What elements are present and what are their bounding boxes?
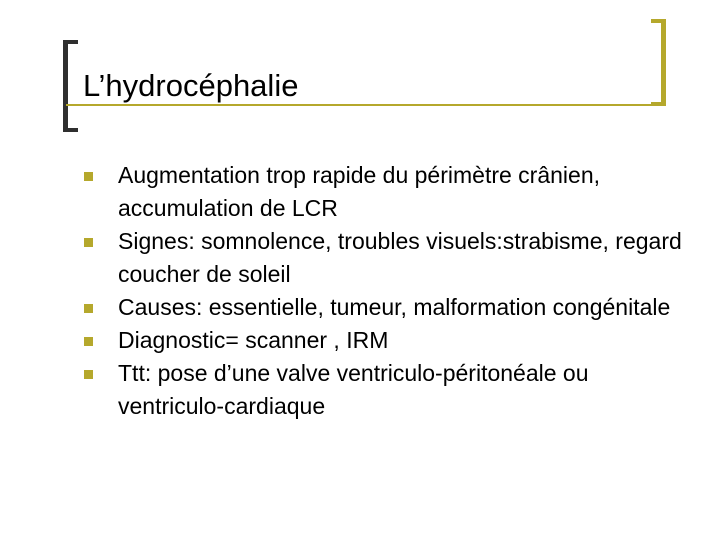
bullet-text: Ttt: pose d’une valve ventriculo-péritonéale ou ventriculo-cardiaque [118, 360, 589, 419]
left-bracket-bottom-tick [63, 128, 78, 132]
bullet-list [84, 159, 684, 423]
square-bullet-icon [84, 337, 93, 346]
bullet-text: Diagnostic= scanner , IRM [118, 327, 389, 353]
bullet-item [84, 291, 684, 324]
title-underline [66, 104, 666, 106]
slide-title: L’hydrocéphalie [83, 68, 299, 103]
bullet-text: Signes: somnolence, troubles visuels:strabisme, regard coucher de soleil [118, 228, 682, 287]
right-bracket-top-tick [651, 19, 666, 23]
bullet-item [84, 159, 684, 225]
bullet-item [84, 357, 684, 423]
square-bullet-icon [84, 172, 93, 181]
square-bullet-icon [84, 304, 93, 313]
left-bracket-top-tick [63, 40, 78, 44]
right-bracket-decoration [661, 19, 666, 106]
bullet-item [84, 324, 684, 357]
square-bullet-icon [84, 238, 93, 247]
bullet-item [84, 225, 684, 291]
left-bracket-decoration [63, 40, 68, 132]
bullet-text: Causes: essentielle, tumeur, malformation congénitale [118, 294, 671, 320]
bullet-text: Augmentation trop rapide du périmètre crânien, accumulation de LCR [118, 162, 601, 221]
square-bullet-icon [84, 370, 93, 379]
